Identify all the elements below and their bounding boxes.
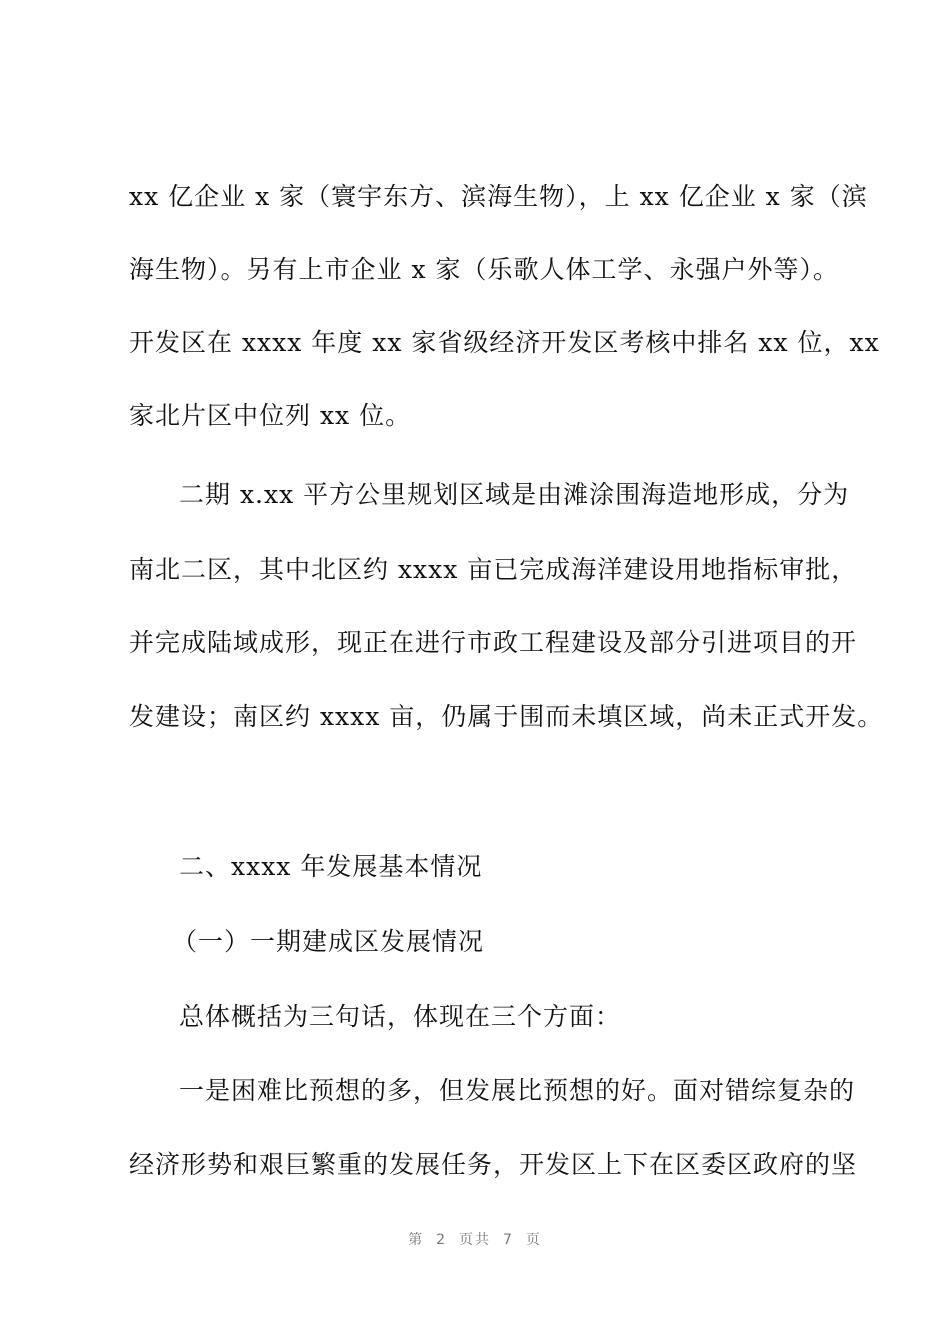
paragraph-line: 海生物）。另有上市企业 x 家（乐歌人体工学、永强户外等）。 <box>129 255 839 284</box>
paragraph-line: 发建设；南区约 xxxx 亩，仍属于围而未填区域，尚未正式开发。 <box>129 702 884 731</box>
footer-total-pages: 7 <box>503 1232 514 1248</box>
paragraph-line: 一是困难比预想的多，但发展比预想的好。面对错综复杂的 <box>179 1076 856 1105</box>
page-footer <box>0 1229 950 1249</box>
section-heading: 二、xxxx 年发展基本情况 <box>179 852 483 881</box>
footer-prefix: 第 <box>408 1232 425 1248</box>
subsection-heading: （一）一期建成区发展情况 <box>172 927 485 956</box>
footer-middle: 页共 <box>459 1232 491 1248</box>
footer-suffix: 页 <box>525 1232 542 1248</box>
paragraph-line: 家北片区中位列 xx 位。 <box>129 401 412 430</box>
paragraph-line: xx 亿企业 x 家（寰宇东方、滨海生物），上 xx 亿企业 x 家（滨 <box>129 182 868 211</box>
footer-current-page: 2 <box>436 1232 447 1248</box>
paragraph-line: 开发区在 xxxx 年度 xx 家省级经济开发区考核中排名 xx 位，xx <box>129 328 880 357</box>
paragraph-line: 南北二区，其中北区约 xxxx 亩已完成海洋建设用地指标审批， <box>129 555 858 584</box>
paragraph-line: 并完成陆域成形，现正在进行市政工程建设及部分引进项目的开 <box>129 628 858 657</box>
paragraph-line: 二期 x.xx 平方公里规划区域是由滩涂围海造地形成，分为 <box>179 480 850 509</box>
paragraph-line: 经济形势和艰巨繁重的发展任务，开发区上下在区委区政府的坚 <box>129 1150 858 1179</box>
paragraph-line: 总体概括为三句话，体现在三个方面： <box>179 1002 622 1031</box>
